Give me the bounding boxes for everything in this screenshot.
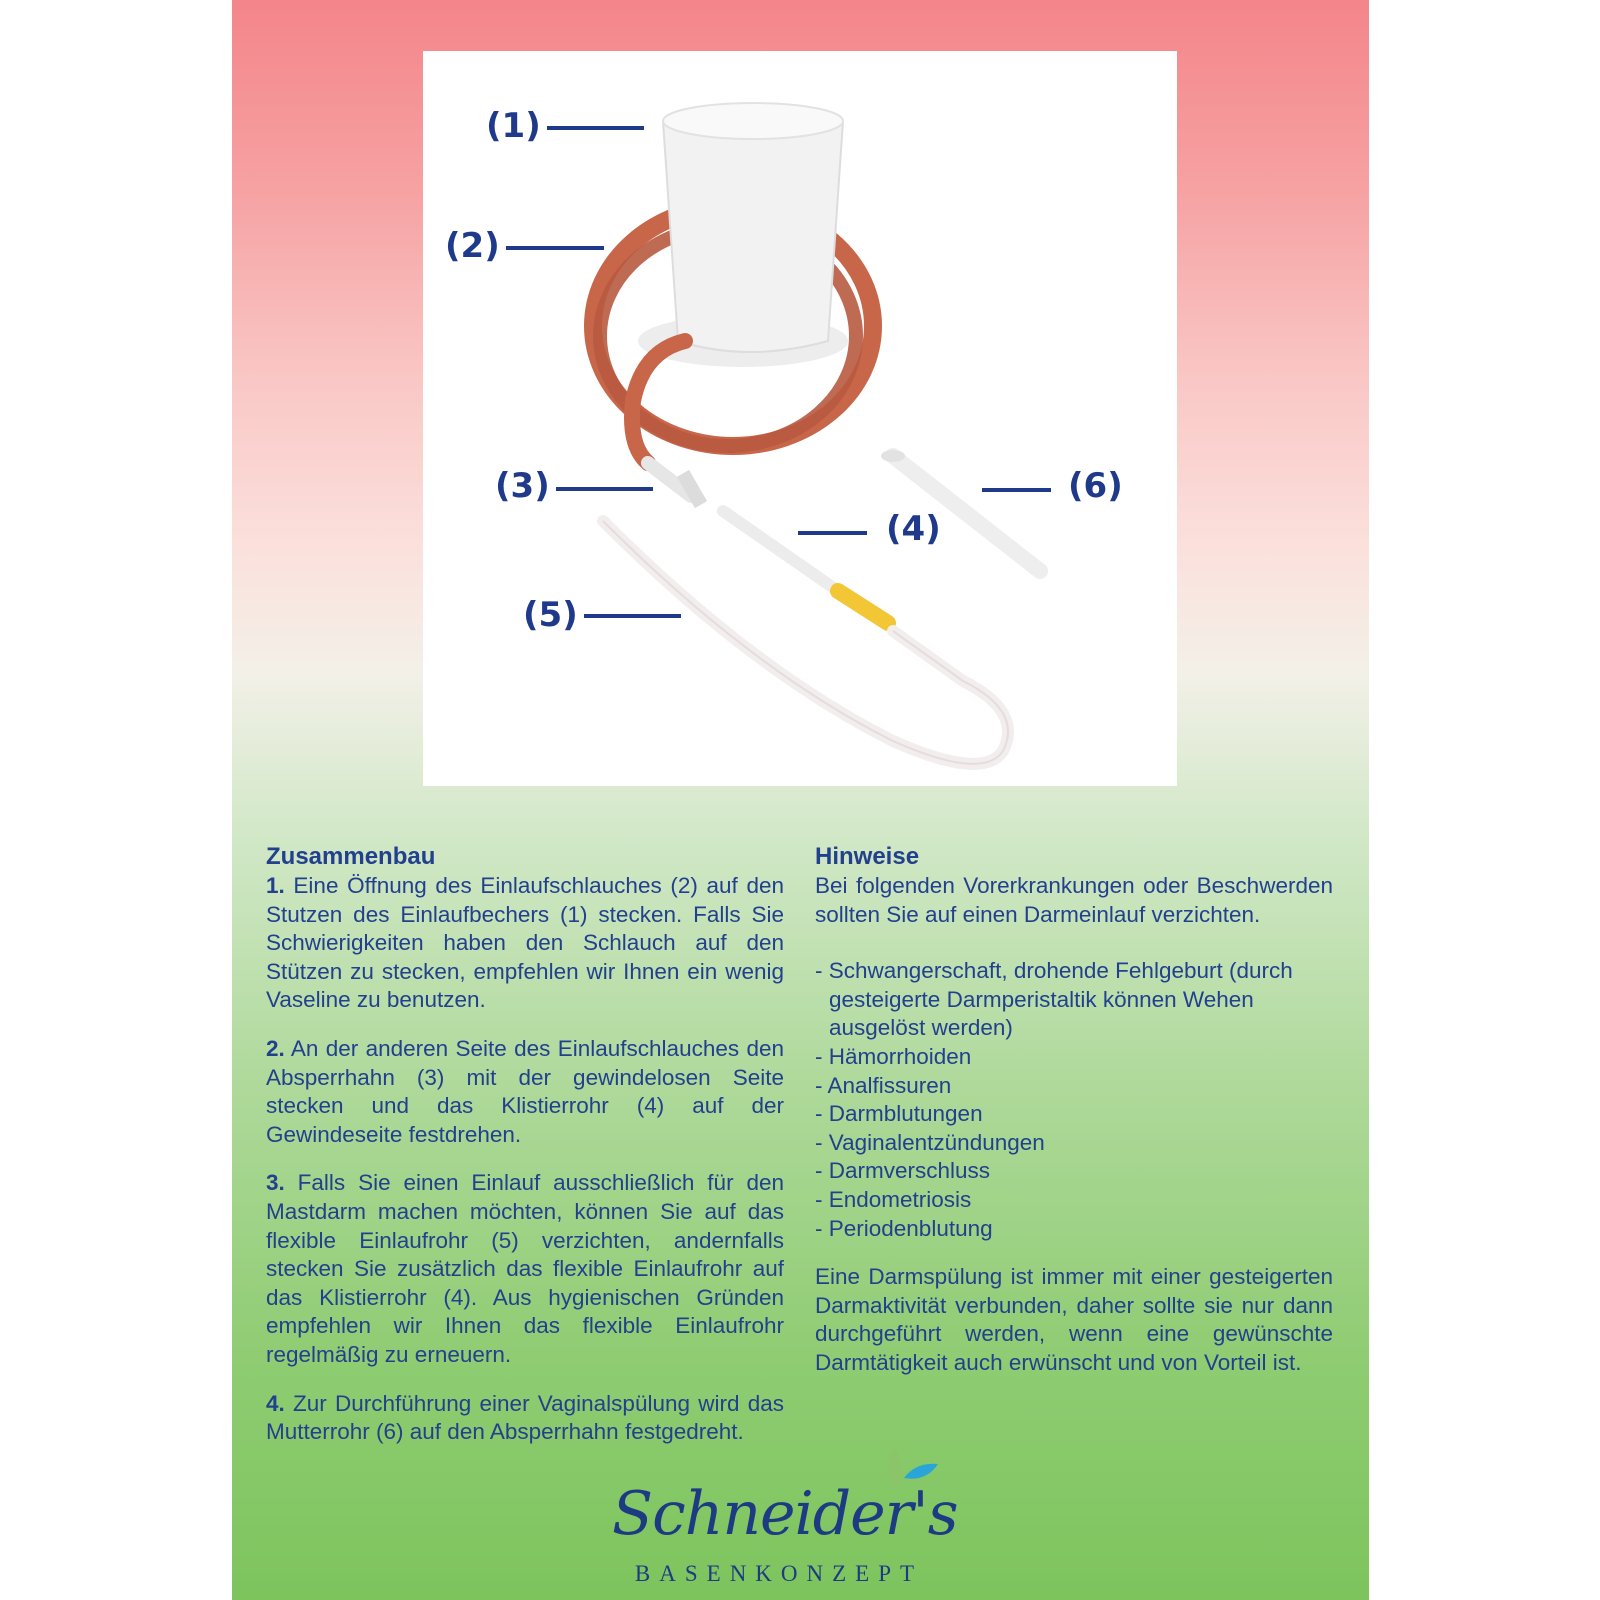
yellow-connector bbox=[838, 591, 888, 623]
step-text: An der anderen Seite des Einlaufschlauches den Absperrhahn (3) mit der gewindelosen Seite stecken und das Klistierrohr (4) auf der Gewindeseite festdrehen. bbox=[266, 1035, 784, 1147]
assembly-step-4 bbox=[266, 1390, 784, 1447]
assembly-step-2 bbox=[266, 1035, 784, 1149]
flexible-tube-edge bbox=[603, 521, 1008, 764]
cup-rim bbox=[663, 103, 843, 139]
callout-line-3 bbox=[556, 487, 653, 491]
list-item: - Hämorrhoiden bbox=[815, 1043, 972, 1069]
vaginal-nozzle-tip bbox=[881, 450, 905, 462]
brand-logo bbox=[612, 1444, 972, 1594]
step-number: 3. bbox=[266, 1170, 285, 1196]
enema-nozzle bbox=[723, 511, 838, 591]
contraindication-list bbox=[815, 957, 1333, 1243]
callout-label-3: (3) bbox=[495, 466, 550, 506]
list-item: - Darmblutungen bbox=[815, 1101, 983, 1127]
assembly-heading: Zusammenbau bbox=[266, 843, 436, 870]
step-number: 1. bbox=[266, 873, 285, 898]
assembly-column bbox=[266, 842, 784, 1467]
callout-line-6 bbox=[982, 488, 1051, 492]
notes-column bbox=[815, 842, 1333, 1398]
callout-label-4: (4) bbox=[886, 509, 941, 549]
product-photo-panel bbox=[423, 51, 1177, 786]
assembly-step-1 bbox=[266, 872, 784, 1015]
list-item: - Endometriosis bbox=[815, 1186, 972, 1212]
list-item: - Darmverschluss bbox=[815, 1158, 991, 1184]
step-number: 4. bbox=[266, 1390, 285, 1416]
callout-label-6: (6) bbox=[1068, 466, 1123, 506]
callout-line-4 bbox=[798, 531, 867, 535]
list-item: - Vaginalentzündungen bbox=[815, 1129, 1045, 1155]
list-item: - Analfissuren bbox=[815, 1072, 952, 1098]
step-text: Falls Sie einen Einlauf ausschließlich für den Mastdarm machen möchten, können Sie auf das flexible Einlaufrohr (5) verzichten, andernfalls stecken Sie zusätzlich das flexible Einlaufrohr auf das Klistierrohr (4). Aus hygienischen Gründen empfehlen wir Ihnen das flexible Einlaufrohr regelmäßig zu erneuern. bbox=[266, 1170, 784, 1367]
instruction-sheet bbox=[232, 0, 1369, 1600]
flexible-tube bbox=[603, 521, 1008, 764]
callout-label-1: (1) bbox=[486, 106, 541, 146]
assembly-step-3 bbox=[266, 1169, 784, 1369]
callout-line-5 bbox=[584, 614, 681, 618]
notes-heading: Hinweise bbox=[815, 843, 920, 870]
logo-wordmark: Schneider's bbox=[612, 1479, 958, 1549]
callout-label-2: (2) bbox=[445, 226, 500, 266]
callout-line-2 bbox=[506, 246, 604, 250]
enema-kit-illustration bbox=[423, 51, 1177, 786]
notes-intro: Bei folgenden Vorerkrankungen oder Beschwerden sollten Sie auf einen Darmeinlauf verzichten. bbox=[815, 873, 1333, 927]
step-number: 2. bbox=[266, 1035, 285, 1061]
logo-tagline: BASENKONZEPT bbox=[634, 1561, 924, 1586]
callout-line-1 bbox=[547, 126, 644, 130]
enema-cup bbox=[663, 106, 843, 352]
list-item: - Schwangerschaft, drohende Fehlgeburt (durch gesteigerte Darmperistaltik können Wehen ausgelöst werden) bbox=[815, 958, 1293, 1041]
step-text: Zur Durchführung einer Vaginalspülung wird das Mutterrohr (6) auf den Absperrhahn festgedreht. bbox=[266, 1390, 784, 1445]
callout-label-5: (5) bbox=[523, 595, 578, 635]
list-item: - Periodenblutung bbox=[815, 1215, 993, 1241]
notes-closing: Eine Darmspülung ist immer mit einer gesteigerten Darmaktivität verbunden, daher sollte sie nur dann durchgeführt werden, wenn eine gewünschte Darmtätigkeit auch erwünscht und von Vorteil ist. bbox=[815, 1264, 1333, 1375]
step-text: Eine Öffnung des Einlaufschlauches (2) auf den Stutzen des Einlaufbechers (1) stecken. Falls Sie Schwierigkeiten haben den Schlauch auf den Stützen zu stecken, empfehlen wir Ihnen ein wenig Vaseline zu benutzen. bbox=[266, 873, 784, 1013]
